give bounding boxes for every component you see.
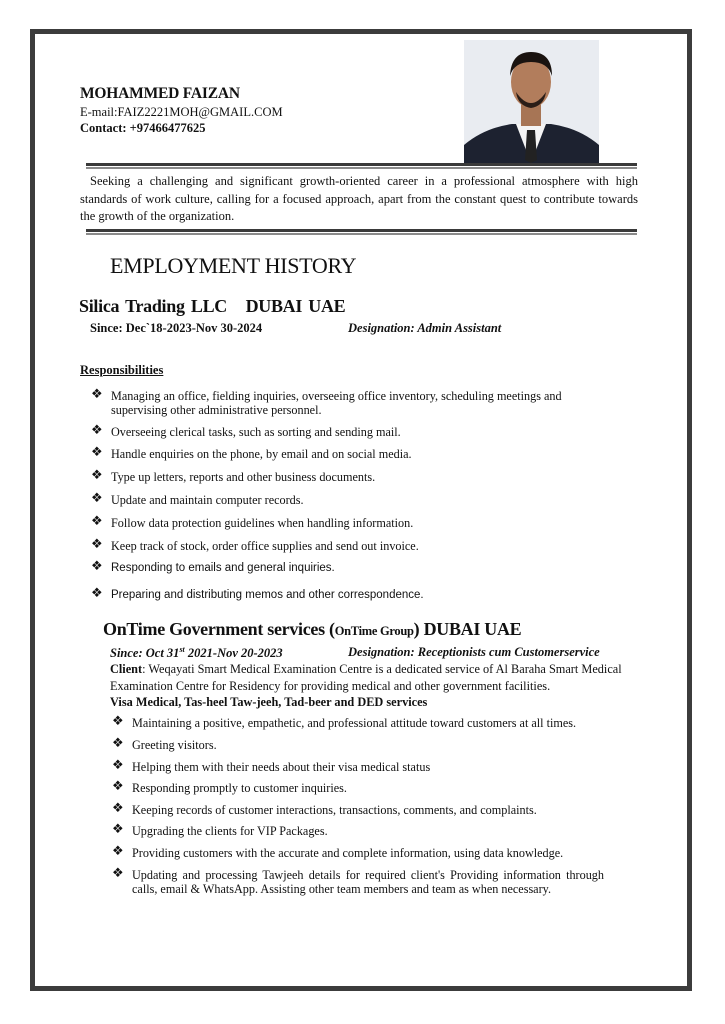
profile-photo (464, 40, 599, 163)
divider-bottom (86, 229, 637, 232)
diamond-bullet-icon: ❖ (112, 736, 124, 751)
diamond-bullet-icon: ❖ (112, 801, 124, 816)
job2-services: Visa Medical, Tas-heel Taw-jeeh, Tad-beer and DED services (110, 695, 428, 709)
job2-designation: Designation: Receptionists cum Customerservice (348, 645, 600, 659)
candidate-name: MOHAMMED FAIZAN (80, 85, 240, 102)
section-title-employment: EMPLOYMENT HISTORY (110, 253, 357, 278)
diamond-bullet-icon: ❖ (91, 559, 103, 574)
divider-bottom-shadow (86, 233, 637, 235)
diamond-bullet-icon: ❖ (91, 387, 103, 402)
diamond-bullet-icon: ❖ (112, 714, 124, 729)
person-photo-icon (464, 40, 599, 163)
diamond-bullet-icon: ❖ (91, 514, 103, 529)
job1-company: Silica Trading LLC DUBAI UAE (79, 296, 346, 316)
diamond-bullet-icon: ❖ (91, 491, 103, 506)
divider-top-shadow (86, 167, 637, 169)
diamond-bullet-icon: ❖ (112, 866, 124, 881)
diamond-bullet-icon: ❖ (91, 423, 103, 438)
job2-company: OnTime Government services (OnTime Group) DUBAI UAE (103, 619, 522, 639)
responsibilities-heading: Responsibilities (80, 363, 164, 377)
job2-client-description: Client: Weqayati Smart Medical Examination Centre is a dedicated service of Al Baraha Smart Medical Examination Centre for Residency for providing medical and other government facilities. (110, 662, 622, 693)
email-line: E-mail:FAIZ2221MOH@GMAIL.COM (80, 105, 283, 119)
diamond-bullet-icon: ❖ (112, 844, 124, 859)
contact-line: Contact: +97466477625 (80, 121, 206, 135)
diamond-bullet-icon: ❖ (112, 779, 124, 794)
diamond-bullet-icon: ❖ (112, 822, 124, 837)
diamond-bullet-icon: ❖ (91, 586, 103, 601)
diamond-bullet-icon: ❖ (112, 758, 124, 773)
job1-designation: Designation: Admin Assistant (348, 321, 502, 335)
divider-top (86, 163, 637, 166)
diamond-bullet-icon: ❖ (91, 537, 103, 552)
diamond-bullet-icon: ❖ (91, 468, 103, 483)
job2-dates: Since: Oct 31st 2021-Nov 20-2023 (110, 645, 283, 661)
career-objective: Seeking a challenging and significant growth-oriented career in a professional atmosphere with high standards of work culture, calling for a focused approach, apart from the constant quest to contribute towards the growth of the organization. (80, 174, 638, 223)
diamond-bullet-icon: ❖ (91, 445, 103, 460)
job1-dates: Since: Dec`18-2023-Nov 30-2024 (90, 321, 263, 335)
